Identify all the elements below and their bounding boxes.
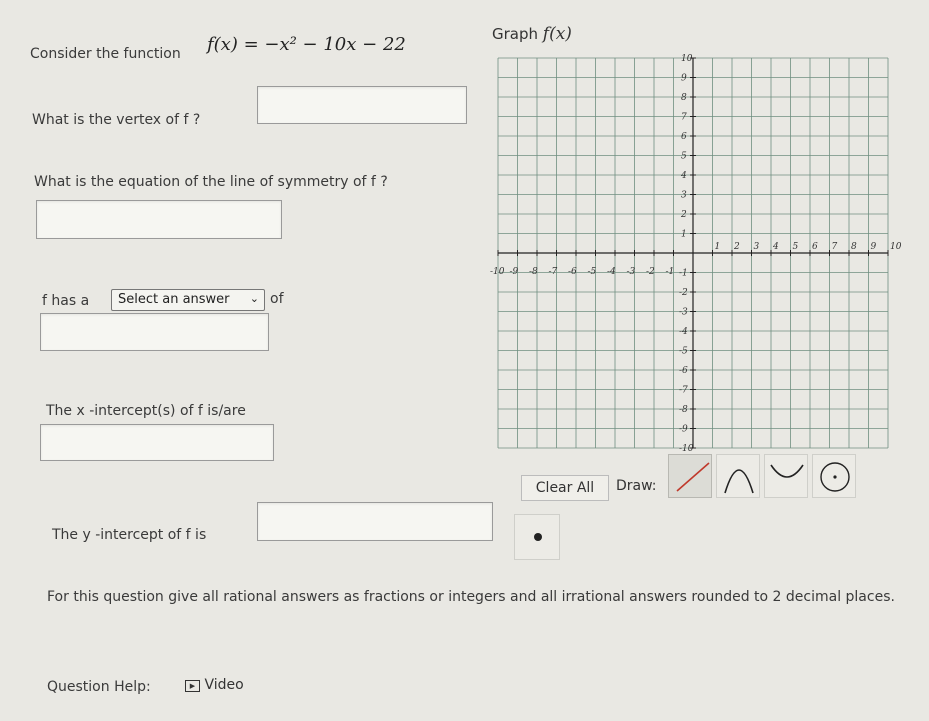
x-tick-label: -2 bbox=[646, 267, 655, 277]
symmetry-question: What is the equation of the line of symmetry of f ? bbox=[34, 174, 388, 190]
coordinate-grid[interactable] bbox=[490, 52, 902, 462]
y-tick-label: 9 bbox=[681, 73, 687, 84]
y-tick-label: -2 bbox=[679, 288, 688, 298]
x-tick-label: 10 bbox=[890, 242, 902, 252]
parabola-up-tool-button[interactable] bbox=[764, 454, 808, 498]
y-tick-label: 4 bbox=[681, 171, 687, 181]
y-tick-label: -10 bbox=[679, 444, 694, 454]
x-tick-label: -10 bbox=[490, 267, 505, 277]
tick-labels bbox=[490, 54, 902, 454]
y-tick-label: 10 bbox=[681, 54, 693, 64]
x-tick-label: -7 bbox=[548, 267, 558, 277]
line-icon bbox=[669, 455, 713, 499]
parabola-down-tool-button[interactable] bbox=[716, 454, 760, 498]
vertex-question: What is the vertex of f ? bbox=[32, 112, 201, 128]
y-tick-label: 8 bbox=[681, 93, 687, 103]
draw-label: Draw: bbox=[616, 478, 657, 494]
y-tick-label: -1 bbox=[679, 268, 688, 279]
clear-all-button[interactable]: Clear All bbox=[521, 475, 609, 501]
y-tick-label: -6 bbox=[679, 366, 688, 376]
intro-text: Consider the function bbox=[30, 46, 181, 62]
video-icon: ▶ bbox=[185, 680, 200, 692]
x-tick-label: -9 bbox=[509, 267, 519, 277]
function-expression: f(x) = −x² − 10x − 22 bbox=[207, 34, 406, 55]
has-a-suffix: of bbox=[270, 291, 284, 307]
x-tick-label: 4 bbox=[773, 242, 779, 252]
x-intercept-question: The x -intercept(s) of f is/are bbox=[46, 403, 246, 419]
point-tool-button[interactable] bbox=[514, 514, 560, 560]
y-tick-label: -5 bbox=[679, 346, 688, 357]
x-tick-label: 5 bbox=[792, 242, 799, 252]
x-tick-label: 6 bbox=[812, 242, 818, 252]
x-tick-label: 2 bbox=[734, 242, 740, 252]
has-a-prefix: f has a bbox=[42, 293, 90, 309]
x-tick-label: -6 bbox=[568, 267, 577, 277]
x-tick-label: 7 bbox=[831, 242, 838, 252]
x-tick-label: -4 bbox=[607, 267, 616, 277]
y-tick-label: -9 bbox=[679, 424, 688, 435]
x-tick-label: -3 bbox=[626, 267, 636, 277]
y-tick-label: 3 bbox=[681, 190, 687, 201]
vertex-input[interactable] bbox=[257, 86, 467, 124]
line-tool-button[interactable] bbox=[668, 454, 712, 498]
x-tick-label: 8 bbox=[851, 242, 857, 252]
y-tick-label: 5 bbox=[681, 151, 687, 162]
circle-tool-button[interactable] bbox=[812, 454, 856, 498]
max-min-value-input[interactable] bbox=[40, 313, 269, 351]
instructions-text: For this question give all rational answers as fractions or integers and all irrational answers rounded to 2 decimal places. bbox=[47, 589, 895, 605]
parabola-down-icon bbox=[717, 455, 761, 499]
symmetry-input[interactable] bbox=[36, 200, 282, 239]
x-tick-label: -8 bbox=[529, 267, 538, 277]
parabola-up-icon bbox=[765, 455, 809, 499]
point-icon bbox=[515, 515, 561, 561]
x-tick-label: -1 bbox=[665, 267, 675, 277]
chevron-down-icon: ⌄ bbox=[249, 292, 259, 305]
x-tick-label: -5 bbox=[587, 267, 597, 277]
y-tick-label: 6 bbox=[681, 132, 687, 142]
y-tick-label: -8 bbox=[679, 405, 688, 415]
y-tick-label: -7 bbox=[679, 385, 688, 396]
y-tick-label: 2 bbox=[681, 210, 687, 220]
graph-heading: Graph f(x) bbox=[492, 24, 572, 44]
x-tick-label: 9 bbox=[870, 242, 877, 252]
x-tick-label: 1 bbox=[714, 242, 721, 252]
question-help-label: Question Help: bbox=[47, 679, 151, 695]
circle-icon bbox=[813, 455, 857, 499]
x-intercept-input[interactable] bbox=[40, 424, 274, 461]
video-link[interactable]: ▶ Video bbox=[185, 677, 244, 693]
y-tick-label: -4 bbox=[679, 327, 688, 337]
max-min-select[interactable]: Select an answer ⌄ bbox=[111, 289, 265, 311]
y-tick-label: 7 bbox=[681, 112, 687, 123]
x-tick-label: 3 bbox=[753, 242, 760, 252]
y-tick-label: -3 bbox=[679, 307, 688, 318]
y-tick-label: 1 bbox=[681, 229, 687, 240]
y-intercept-question: The y -intercept of f is bbox=[52, 527, 207, 543]
y-intercept-input[interactable] bbox=[257, 502, 493, 541]
